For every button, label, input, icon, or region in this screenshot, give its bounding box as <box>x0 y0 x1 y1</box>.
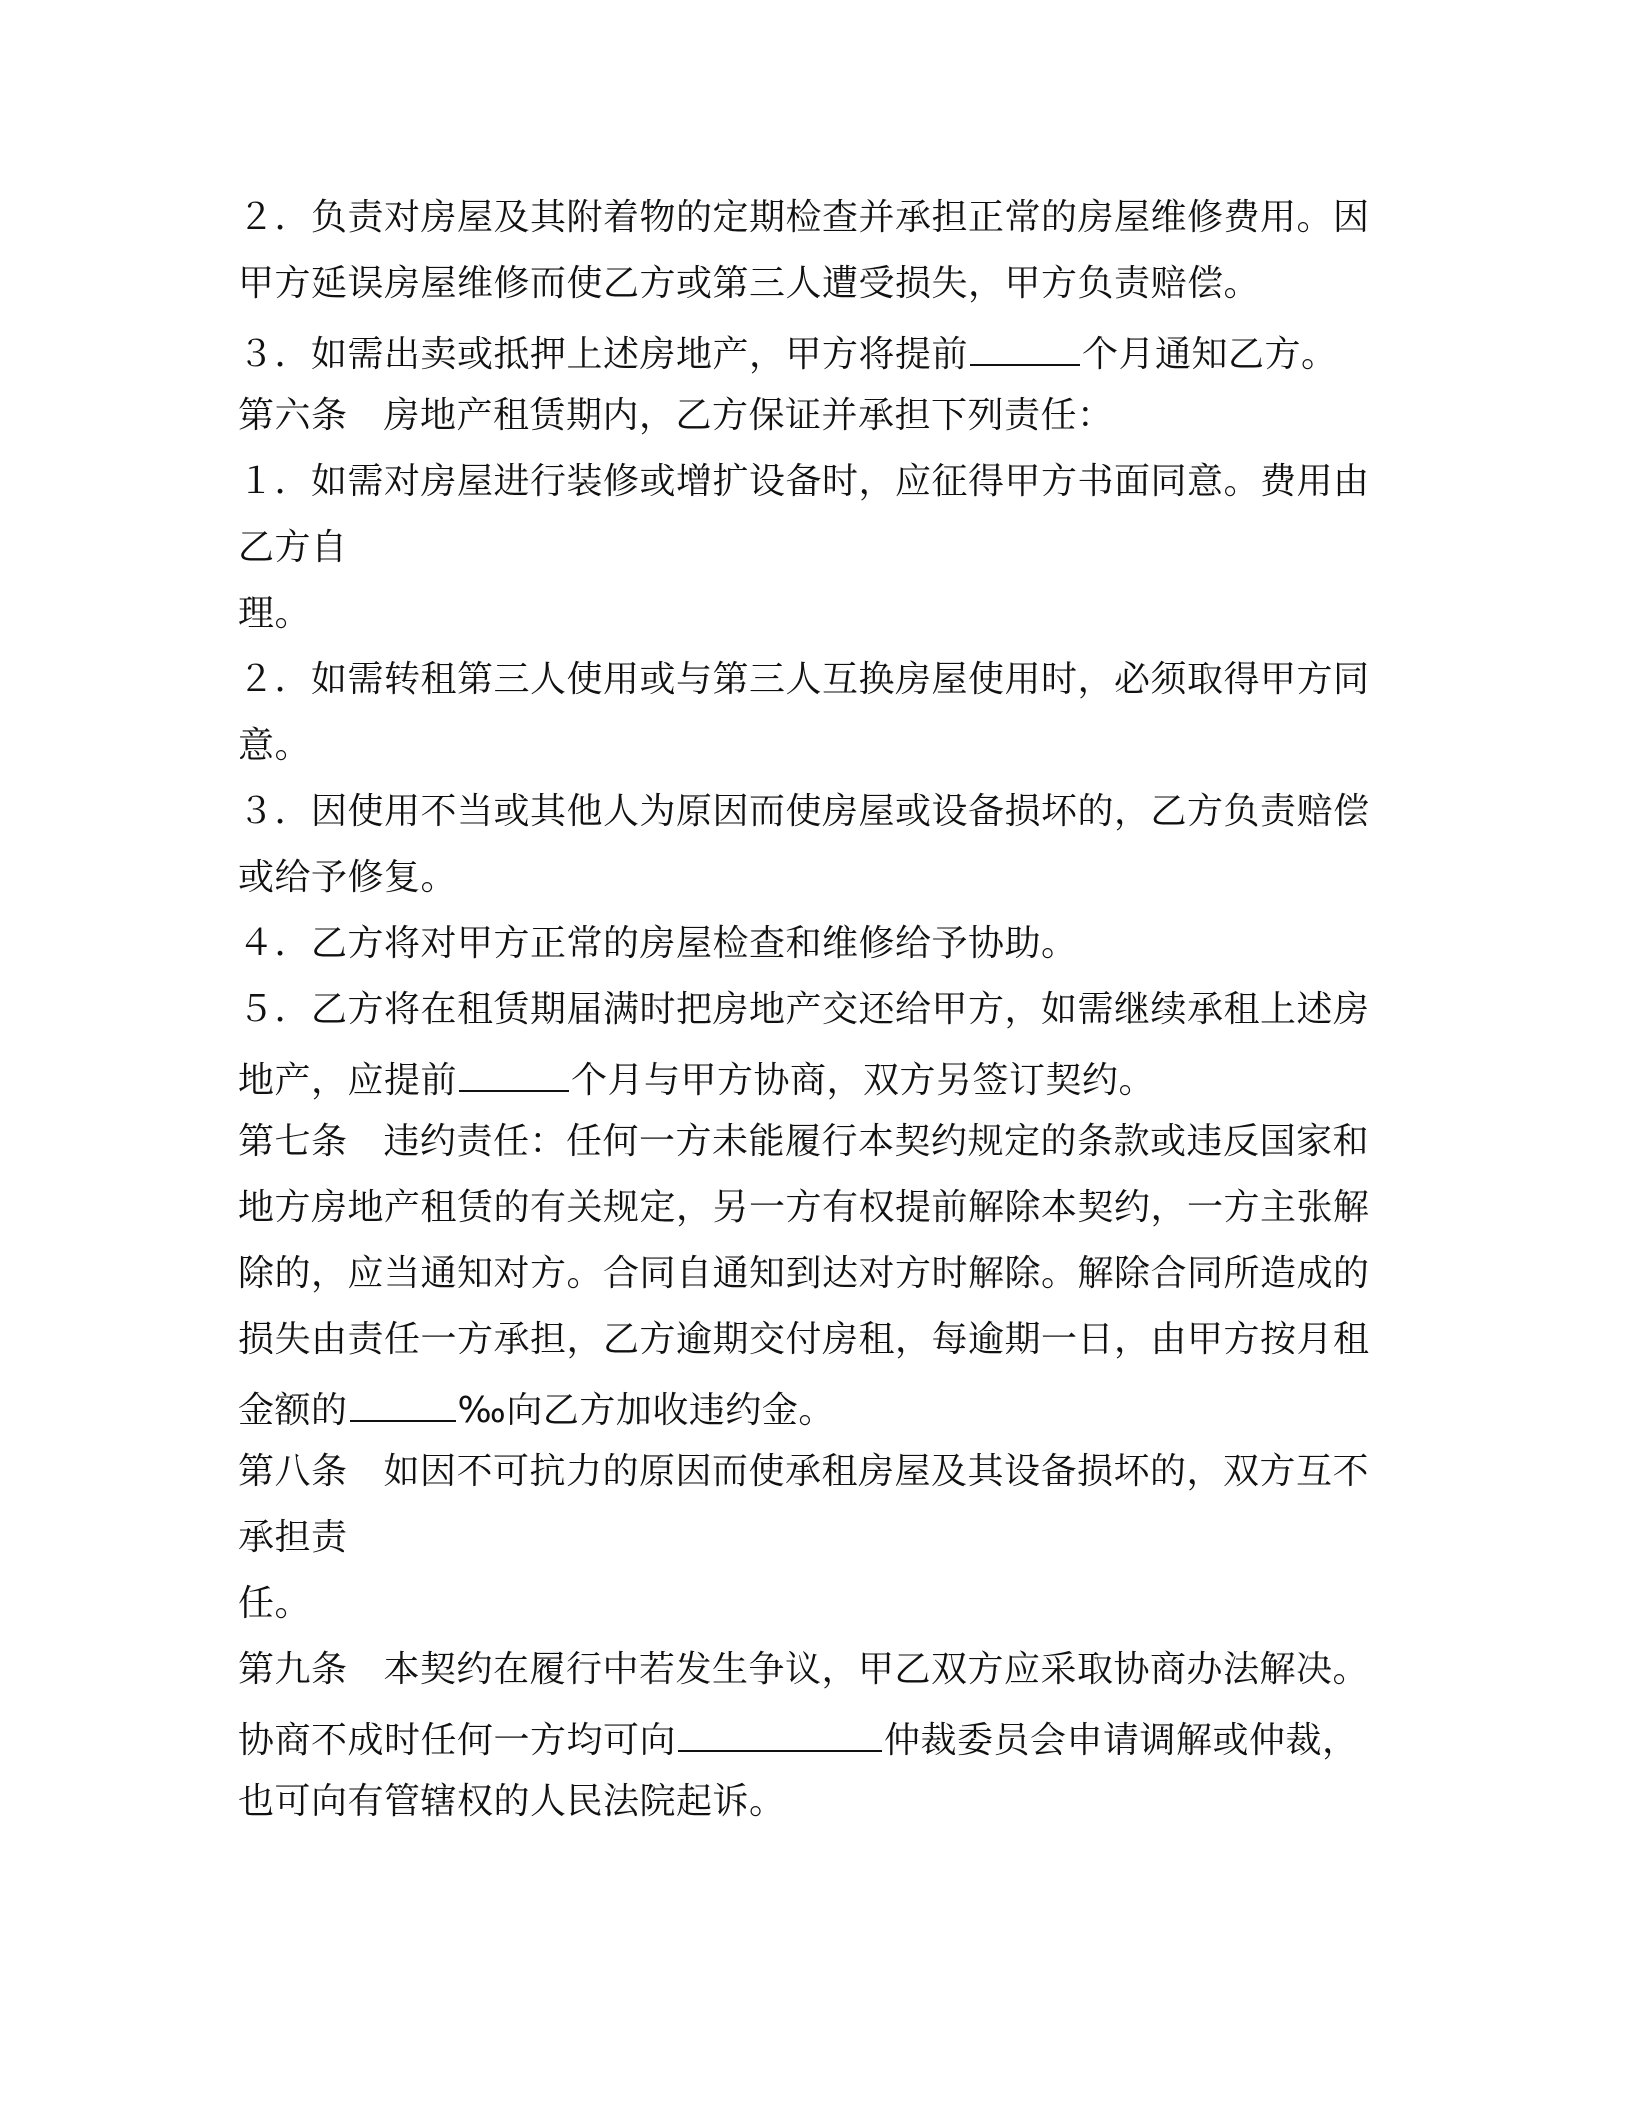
text-line: 损失由责任一方承担，乙方逾期交付房租，每逾期一日，由甲方按月租 <box>238 1319 1370 1360</box>
text-line: 或给予修复。 <box>238 857 458 898</box>
text-line: ５．乙方将在租赁期届满时把房地产交还给甲方，如需继续承租上述房 <box>238 989 1370 1030</box>
fill-in-blank[interactable] <box>970 328 1080 366</box>
text-segment: 个月通知乙方。 <box>1082 334 1338 375</box>
text-line: ４．乙方将对甲方正常的房屋检查和维修给予协助。 <box>238 923 1078 964</box>
text-line <box>238 328 1338 377</box>
article-heading-line <box>238 1648 1369 1692</box>
text-line: 除的，应当通知对方。合同自通知到达对方时解除。解除合同所造成的 <box>238 1253 1370 1294</box>
text-line: 承担责 <box>238 1517 348 1558</box>
text-line: 意。 <box>238 725 312 766</box>
text-line: １．如需对房屋进行装修或增扩设备时，应征得甲方书面同意。费用由 <box>238 461 1370 502</box>
article-heading-line <box>238 1450 1369 1494</box>
article-number: 第七条 <box>238 1121 348 1162</box>
article-heading-line <box>238 394 1114 438</box>
text-line: ３．因使用不当或其他人为原因而使房屋或设备损坏的，乙方负责赔偿 <box>238 791 1370 832</box>
text-line: 理。 <box>238 593 312 634</box>
text-line: 地方房地产租赁的有关规定，另一方有权提前解除本契约，一方主张解 <box>238 1187 1370 1228</box>
text-segment: 个月与甲方协商，双方另签订契约。 <box>571 1060 1156 1101</box>
text-segment: 金额的 <box>238 1390 348 1431</box>
text-segment: ３．如需出卖或抵押上述房地产，甲方将提前 <box>238 334 969 375</box>
text-line: ２．负责对房屋及其附着物的定期检查并承担正常的房屋维修费用。因 <box>238 197 1370 238</box>
text-segment: 房地产租赁期内，乙方保证并承担下列责任： <box>383 395 1114 436</box>
article-heading-line <box>238 1120 1369 1164</box>
text-segment: 协商不成时任何一方均可向 <box>238 1720 677 1761</box>
text-line <box>238 1054 1155 1103</box>
text-line: 任。 <box>238 1583 312 1624</box>
text-line: ２．如需转租第三人使用或与第三人互换房屋使用时，必须取得甲方同 <box>238 659 1370 700</box>
text-segment: ‰向乙方加收违约金。 <box>457 1390 835 1431</box>
text-segment: 仲裁委员会申请调解或仲裁， <box>884 1720 1359 1761</box>
text-segment: 违约责任：任何一方未能履行本契约规定的条款或违反国家和 <box>383 1121 1370 1162</box>
fill-in-blank[interactable] <box>350 1384 456 1422</box>
fill-in-blank[interactable] <box>678 1714 882 1752</box>
text-line: 也可向有管辖权的人民法院起诉。 <box>238 1781 786 1822</box>
fill-in-blank[interactable] <box>459 1054 569 1092</box>
article-number: 第九条 <box>238 1649 348 1690</box>
text-segment: 地产，应提前 <box>238 1060 458 1101</box>
text-line: 甲方延误房屋维修而使乙方或第三人遭受损失，甲方负责赔偿。 <box>238 263 1261 304</box>
text-line: 乙方自 <box>238 527 348 568</box>
article-number: 第八条 <box>238 1451 348 1492</box>
text-line <box>238 1384 835 1433</box>
text-segment: 本契约在履行中若发生争议，甲乙双方应采取协商办法解决。 <box>383 1649 1370 1690</box>
text-line <box>238 1714 1359 1763</box>
text-segment: 如因不可抗力的原因而使承租房屋及其设备损坏的，双方互不 <box>383 1451 1370 1492</box>
article-number: 第六条 <box>238 395 348 436</box>
